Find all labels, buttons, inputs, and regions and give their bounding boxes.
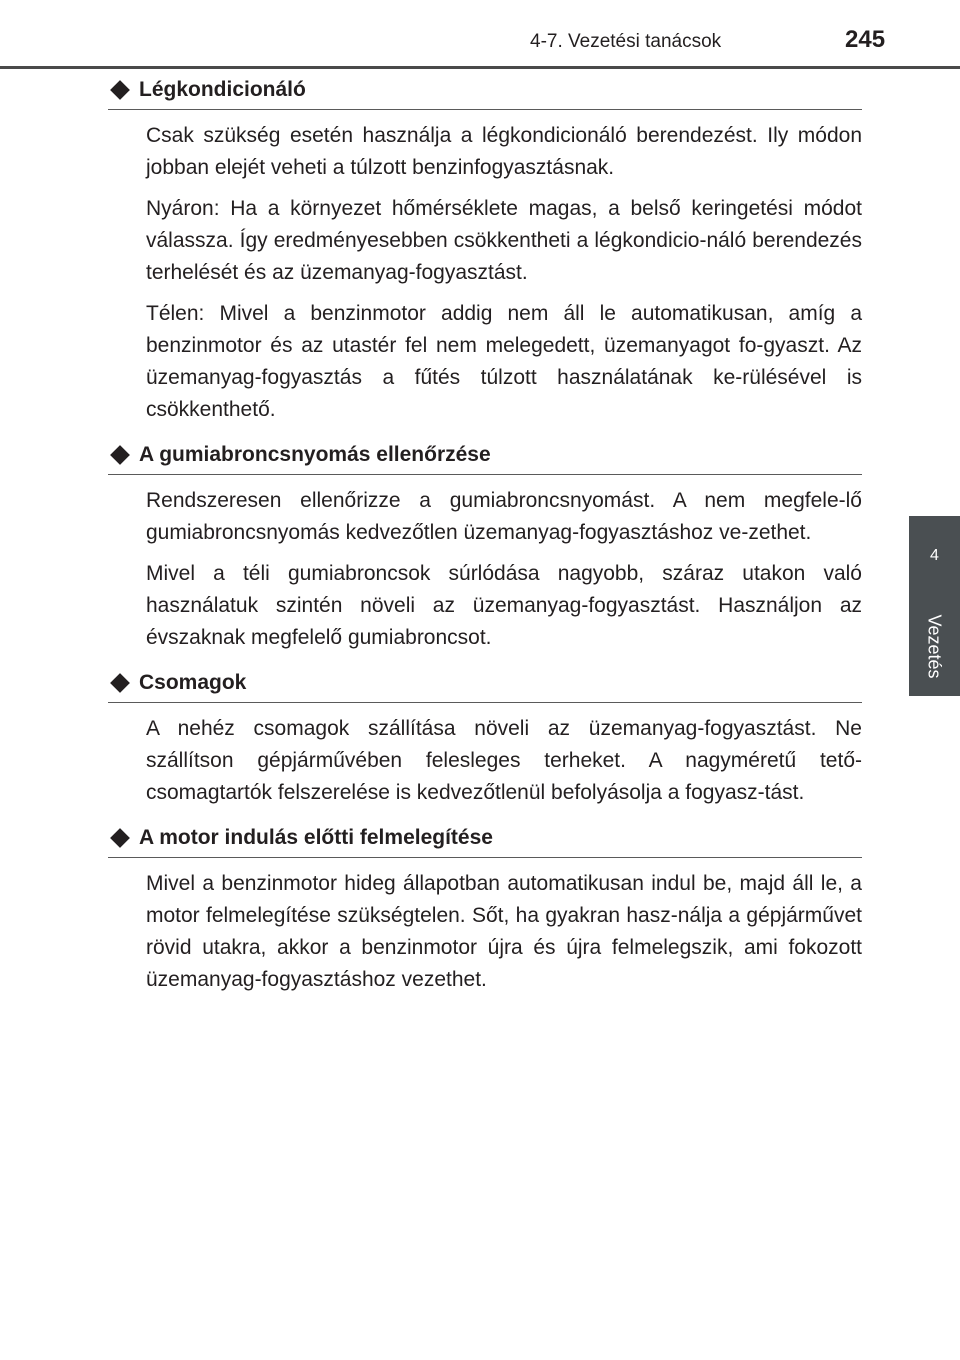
paragraph: Télen: Mivel a benzinmotor addig nem áll le automatikusan, amíg a benzinmotor és az utastér fel nem melegedett, üzemanyagot fo-gyaszt. Az üzemanyag-fogyasztás a fűtés túlzott használatának ke-rülésével is csökkenthető. — [146, 302, 862, 421]
section-luggage — [108, 665, 862, 820]
section-title: Csomagok — [139, 671, 247, 694]
diamond-bullet-icon — [110, 80, 130, 100]
running-header: 4-7. Vezetési tanácsok — [530, 31, 722, 52]
diamond-bullet-icon — [110, 445, 130, 465]
page-number: 245 — [845, 26, 886, 53]
section-air-conditioner — [108, 72, 862, 437]
section-heading — [108, 437, 862, 475]
page-content — [108, 72, 862, 1007]
section-tire-pressure — [108, 437, 862, 665]
diamond-bullet-icon — [110, 673, 130, 693]
paragraph: A nehéz csomagok szállítása növeli az üzemanyag-fogyasztást. Ne szállítson gépjárművében felesleges terheket. A nagyméretű tető-csomagtartók felszerelése is kedvezőtlenül befolyásolja a fogyasz-tást. — [146, 717, 862, 804]
paragraph: Csak szükség esetén használja a légkondicionáló berendezést. Ily módon jobban elejét veheti a túlzott benzinfogyasztásnak. — [146, 124, 862, 179]
paragraph: Mivel a benzinmotor hideg állapotban automatikusan indul be, majd áll le, a motor felmelegítése szükségtelen. Sőt, ha gyakran hasz-nálja a gépjárművet rövid utakra, akkor a benzinmotor újra és újra felmelegszik, ami fokozott üzemanyag-fogyasztáshoz vezethet. — [146, 872, 862, 991]
paragraph: Rendszeresen ellenőrizze a gumiabroncsnyomást. A nem megfele-lő gumiabroncsnyomás kedvezőtlen üzemanyag-fogyasztáshoz ve-zethet. — [146, 489, 862, 544]
header-divider — [0, 66, 960, 69]
section-engine-warmup — [108, 820, 862, 1007]
chapter-tab-number: 4 — [909, 516, 960, 596]
chapter-tab-label-text: Vezetés — [925, 613, 946, 679]
paragraph: Mivel a téli gumiabroncsok súrlódása nagyobb, száraz utakon való használatuk szintén növeli az üzemanyag-fogyasztást. Használjon az évszaknak megfelelő gumiabroncsot. — [146, 562, 862, 649]
section-title: A gumiabroncsnyomás ellenőrzése — [139, 443, 491, 466]
diamond-bullet-icon — [110, 828, 130, 848]
section-title: A motor indulás előtti felmelegítése — [139, 826, 493, 849]
section-title: Légkondicionáló — [139, 78, 306, 101]
chapter-tab-label — [909, 596, 960, 696]
section-heading — [108, 665, 862, 703]
paragraph: Nyáron: Ha a környezet hőmérséklete magas, a belső keringetési módot válassza. Így eredményesebben csökkentheti a légkondicio-náló berendezés terhelését és az üzemanyag-fogyasztást. — [146, 197, 862, 284]
section-heading — [108, 820, 862, 858]
section-heading — [108, 72, 862, 110]
